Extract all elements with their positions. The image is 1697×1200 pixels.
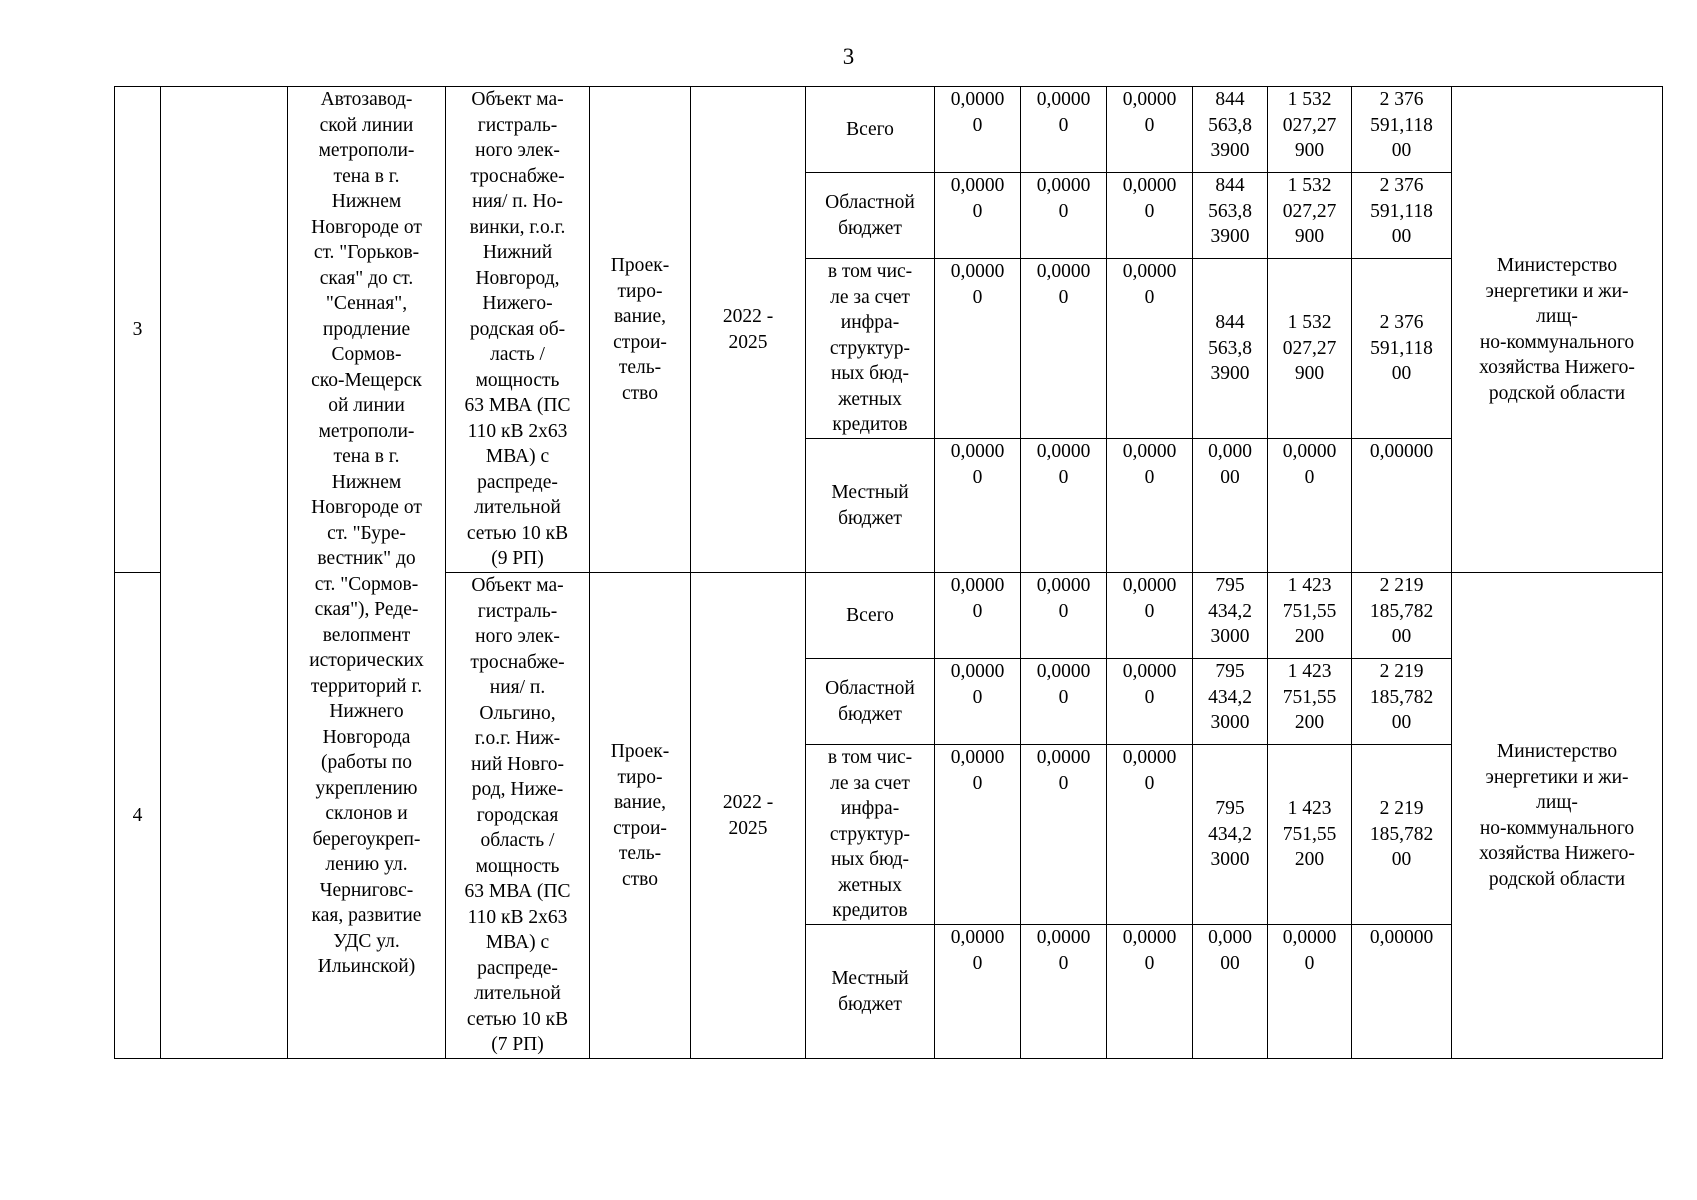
- value-cell: 1 532 027,27 900: [1268, 259, 1352, 439]
- source-name: Областной бюджет: [806, 659, 935, 745]
- value-cell: 1 423 751,55 200: [1268, 659, 1352, 745]
- source-name: в том чис- ле за счет инфра- структур- ных бюд- жетных кредитов: [806, 745, 935, 925]
- value-cell: 0,0000 0: [1021, 173, 1107, 259]
- value-cell: 0,0000 0: [935, 573, 1021, 659]
- value-cell: 0,0000 0: [935, 87, 1021, 173]
- value-cell: 0,0000 0: [935, 925, 1021, 1059]
- empty-cell: [161, 87, 288, 1059]
- source-name: Всего: [806, 87, 935, 173]
- value-cell: 1 423 751,55 200: [1268, 573, 1352, 659]
- shared-object-name: Автозавод- ской линии метрополи- тена в г. Нижнем Новгороде от ст. "Горьков- ская" до ст. "Сенная", продление Сормов- ско-Мещерск ой линии метрополи- тена в г. Нижнем Новгороде от ст. "Буре- вестник" до ст. "Сормов- ская"), Реде- велопмент исторических территорий г. Нижнего Новгорода (работы по укреплению склонов и берегоукреп- лению ул. Черниговс- кая, развитие УДС ул. Ильинской): [288, 87, 446, 1059]
- period: 2022 - 2025: [691, 87, 806, 573]
- value-cell: 2 219 185,782 00: [1352, 659, 1452, 745]
- value-cell: 0,0000 0: [1107, 745, 1193, 925]
- value-cell: 0,00000: [1352, 925, 1452, 1059]
- value-cell: 0,0000 0: [1107, 439, 1193, 573]
- value-cell: 0,0000 0: [1021, 439, 1107, 573]
- page-number: 3: [842, 44, 855, 69]
- value-cell: 0,0000 0: [1021, 87, 1107, 173]
- value-cell: 0,0000 0: [1021, 573, 1107, 659]
- value-cell: 0,0000 0: [1021, 259, 1107, 439]
- value-cell: 0,000 00: [1193, 925, 1268, 1059]
- responsible-org: Министерство энергетики и жи- лищ- но-коммунального хозяйства Нижего- родской области: [1452, 87, 1663, 573]
- work-type: Проек- тиро- вание, строи- тель- ство: [590, 573, 691, 1059]
- value-cell: 844 563,8 3900: [1193, 259, 1268, 439]
- value-cell: 0,0000 0: [1107, 573, 1193, 659]
- source-name: Местный бюджет: [806, 925, 935, 1059]
- value-cell: 1 532 027,27 900: [1268, 173, 1352, 259]
- value-cell: 0,0000 0: [1107, 173, 1193, 259]
- value-cell: 795 434,2 3000: [1193, 659, 1268, 745]
- value-cell: 0,0000 0: [935, 173, 1021, 259]
- value-cell: 0,0000 0: [1021, 659, 1107, 745]
- value-cell: 2 219 185,782 00: [1352, 573, 1452, 659]
- value-cell: 0,0000 0: [1021, 745, 1107, 925]
- investment-table: [114, 86, 1663, 1059]
- value-cell: 0,0000 0: [1107, 259, 1193, 439]
- value-cell: 2 376 591,118 00: [1352, 87, 1452, 173]
- object-description: Объект ма- гистраль- ного элек- троснабже- ния/ п. Ольгино, г.о.г. Ниж- ний Новго- род, Ниже- городская область / мощность 63 МВА (ПС 110 кВ 2х63 МВА) с распреде- лительной сетью 10 кВ (7 РП): [446, 573, 590, 1059]
- value-cell: 0,0000 0: [1021, 925, 1107, 1059]
- value-cell: 795 434,2 3000: [1193, 573, 1268, 659]
- value-cell: 795 434,2 3000: [1193, 745, 1268, 925]
- value-cell: 2 219 185,782 00: [1352, 745, 1452, 925]
- period: 2022 - 2025: [691, 573, 806, 1059]
- source-name: Местный бюджет: [806, 439, 935, 573]
- value-cell: 844 563,8 3900: [1193, 87, 1268, 173]
- value-cell: 0,0000 0: [1107, 87, 1193, 173]
- row-number: 4: [115, 573, 161, 1059]
- table-row: [115, 87, 1663, 173]
- value-cell: 1 423 751,55 200: [1268, 745, 1352, 925]
- value-cell: 844 563,8 3900: [1193, 173, 1268, 259]
- value-cell: 0,0000 0: [1107, 659, 1193, 745]
- source-name: Областной бюджет: [806, 173, 935, 259]
- value-cell: 2 376 591,118 00: [1352, 173, 1452, 259]
- value-cell: 0,0000 0: [935, 745, 1021, 925]
- value-cell: 0,0000 0: [935, 659, 1021, 745]
- responsible-org: Министерство энергетики и жи- лищ- но-коммунального хозяйства Нижего- родской области: [1452, 573, 1663, 1059]
- value-cell: 2 376 591,118 00: [1352, 259, 1452, 439]
- value-cell: 0,0000 0: [935, 259, 1021, 439]
- value-cell: 0,000 00: [1193, 439, 1268, 573]
- source-name: в том чис- ле за счет инфра- структур- ных бюд- жетных кредитов: [806, 259, 935, 439]
- value-cell: 1 532 027,27 900: [1268, 87, 1352, 173]
- value-cell: 0,00000: [1352, 439, 1452, 573]
- value-cell: 0,0000 0: [1107, 925, 1193, 1059]
- row-number: 3: [115, 87, 161, 573]
- source-name: Всего: [806, 573, 935, 659]
- value-cell: 0,0000 0: [935, 439, 1021, 573]
- value-cell: 0,0000 0: [1268, 439, 1352, 573]
- object-description: Объект ма- гистраль- ного элек- троснабже- ния/ п. Но- винки, г.о.г. Нижний Новгород, Нижего- родская об- ласть / мощность 63 МВА (ПС 110 кВ 2х63 МВА) с распреде- лительной сетью 10 кВ (9 РП): [446, 87, 590, 573]
- work-type: Проек- тиро- вание, строи- тель- ство: [590, 87, 691, 573]
- value-cell: 0,0000 0: [1268, 925, 1352, 1059]
